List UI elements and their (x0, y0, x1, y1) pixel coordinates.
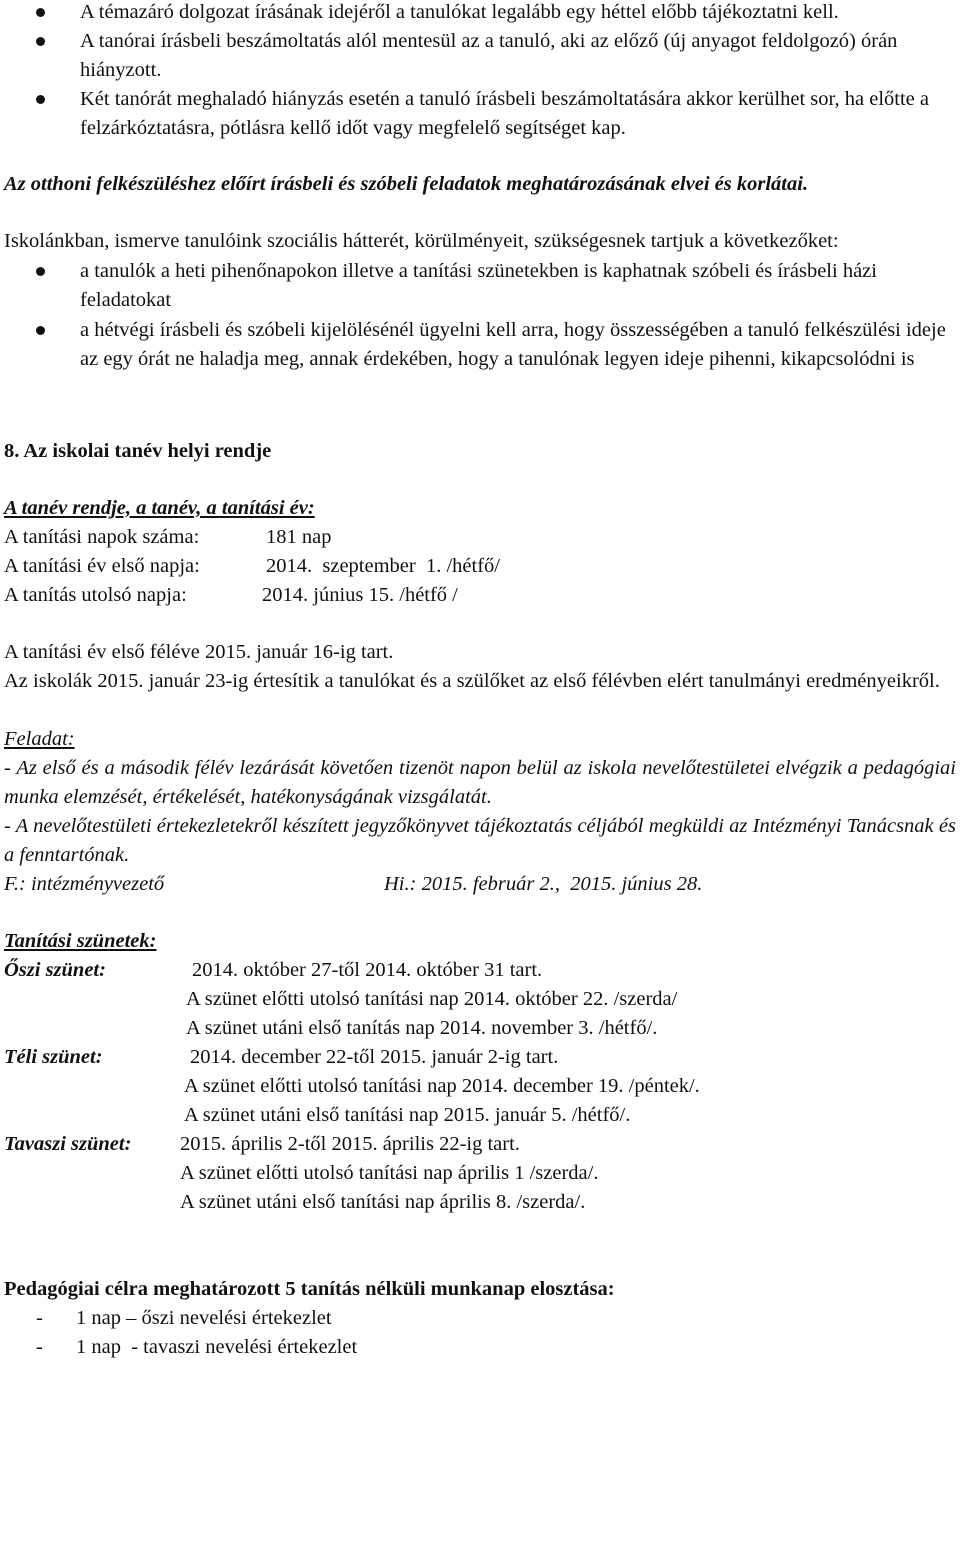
list-item (4, 1333, 956, 1362)
first-day-label: A tanítási év első napja: (4, 555, 200, 577)
holiday-spring (4, 1130, 956, 1217)
report-text: Az iskolák 2015. január 23-ig értesítik a tanulókat és a szülőket az első félévben elért tanulmányi eredményeikről. (4, 670, 940, 692)
pedagogical-item: 1 nap - tavaszi nevelési értekezlet (76, 1336, 358, 1358)
homework-intro: Iskolánkban, ismerve tanulóink szociális hátterét, körülményeit, szükségesnek tartjuk a következőket: (4, 230, 839, 252)
list-item (4, 1304, 956, 1333)
semester-text: A tanítási év első féléve 2015. január 16-ig tart. (4, 641, 394, 663)
holiday-last-day: A szünet előtti utolsó tanítási nap április 1 /szerda/. (180, 1162, 599, 1184)
bullet-icon (36, 267, 45, 276)
list-item: A témazáró dolgozat írásának idejéről a tanulókat legalább egy héttel előbb tájékoztatni kell. (4, 0, 956, 27)
bullet-list-homework (4, 257, 956, 374)
list-item: a hétvégi írásbeli és szóbeli kijelölésénél ügyelni kell arra, hogy összességében a tanuló felkészülési ideje az egy órát ne haladja meg, annak érdekében, hogy a tanulónak legyen ideje pihenni, kikapcsolódni is (4, 316, 956, 374)
holiday-label: Tavaszi szünet: (4, 1133, 132, 1155)
section-title: 8. Az iskolai tanév helyi rendje (4, 440, 272, 462)
task-line-1: - Az első és a második félév lezárását követően tizenöt napon belül az iskola nevelőtestületei elvégzik a pedagógiai munka elemzését, értékelését, hatékonyságának vizsgálatát. (4, 757, 956, 808)
holiday-autumn (4, 956, 956, 1043)
document-body (4, 0, 956, 1362)
school-days-label: A tanítási napok száma: (4, 526, 200, 548)
task-line-2: - A nevelőtestületi értekezletekről készített jegyzőkönyvet tájékoztatás céljából megküldi az Intézményi Tanácsnak és a fenntartónak. (4, 815, 956, 866)
first-day-value: 2014. szeptember 1. /hétfő/ (266, 555, 500, 577)
holiday-first-day: A szünet utáni első tanítás nap 2014. november 3. /hétfő/. (186, 1017, 658, 1039)
list-item: a tanulók a heti pihenőnapokon illetve a tanítási szünetekben is kaphatnak szóbeli és írásbeli házi feladatokat (4, 257, 956, 315)
bullet-list-assessment (4, 0, 956, 143)
school-days-value: 181 nap (266, 526, 332, 548)
holiday-dates: 2014. december 22-től 2015. január 2-ig tart. (190, 1046, 559, 1068)
dash-marker: - (36, 1307, 43, 1329)
task-responsibility-row (4, 870, 956, 899)
holiday-winter (4, 1043, 956, 1130)
last-day-value: 2014. június 15. /hétfő / (262, 584, 458, 606)
school-days-row (4, 523, 956, 552)
pedagogical-heading: Pedagógiai célra meghatározott 5 tanítás nélküli munkanap elosztása: (4, 1278, 615, 1300)
bullet-icon (36, 95, 45, 104)
list-item: Két tanórát meghaladó hiányzás esetén a tanuló írásbeli beszámoltatására akkor kerülhet sor, ha előtte a felzárkóztatásra, pótlásra kellő időt vagy megfelelő segítséget kap. (4, 85, 956, 143)
bullet-icon (36, 37, 45, 46)
holiday-label: Téli szünet: (4, 1046, 103, 1068)
first-day-row (4, 552, 956, 581)
task-responsible: F.: intézményvezető (4, 873, 165, 895)
dash-marker: - (36, 1336, 43, 1358)
bullet-icon (36, 8, 45, 17)
task-heading: Feladat: (4, 728, 75, 750)
holiday-dates: 2014. október 27-től 2014. október 31 tart. (192, 959, 543, 981)
holidays-heading: Tanítási szünetek: (4, 930, 157, 952)
holiday-first-day: A szünet utáni első tanítási nap 2015. január 5. /hétfő/. (184, 1104, 631, 1126)
holiday-first-day: A szünet utáni első tanítási nap április 8. /szerda/. (180, 1191, 586, 1213)
holiday-dates: 2015. április 2-től 2015. április 22-ig tart. (180, 1133, 520, 1155)
schoolyear-heading: A tanév rendje, a tanév, a tanítási év: (4, 497, 315, 519)
last-day-row (4, 581, 956, 610)
bullet-icon (36, 326, 45, 335)
task-deadline: Hi.: 2015. február 2., 2015. június 28. (384, 873, 703, 895)
holiday-label: Őszi szünet: (4, 959, 106, 981)
last-day-label: A tanítás utolsó napja: (4, 584, 187, 606)
holiday-last-day: A szünet előtti utolsó tanítási nap 2014. december 19. /péntek/. (184, 1075, 700, 1097)
holiday-last-day: A szünet előtti utolsó tanítási nap 2014. október 22. /szerda/ (186, 988, 678, 1010)
pedagogical-item: 1 nap – őszi nevelési értekezlet (76, 1307, 332, 1329)
homework-heading: Az otthoni felkészüléshez előírt írásbeli és szóbeli feladatok meghatározásának elvei és korlátai. (4, 173, 809, 195)
list-item: A tanórai írásbeli beszámoltatás alól mentesül az a tanuló, aki az előző (új anyagot feldolgozó) órán hiányzott. (4, 27, 956, 85)
